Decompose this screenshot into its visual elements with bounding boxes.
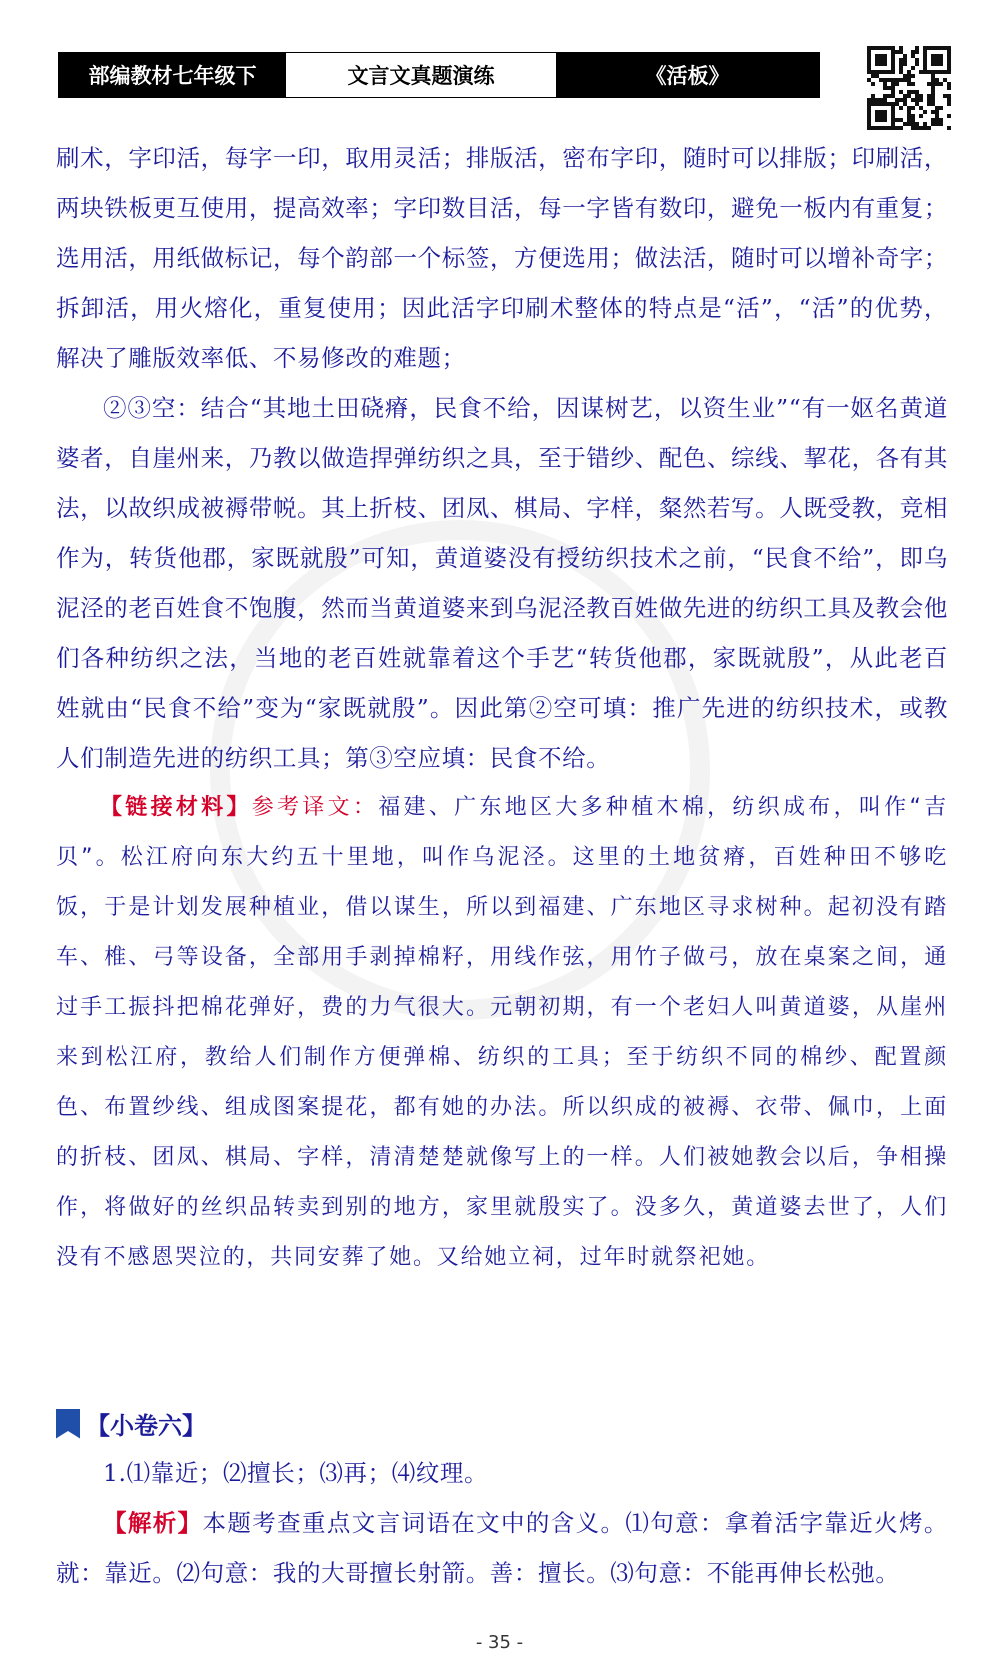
qr-module xyxy=(919,114,923,118)
translation-tag: 【链接材料】 xyxy=(100,795,252,820)
qr-module xyxy=(899,106,903,110)
qr-module xyxy=(923,110,927,114)
page-number: - 35 - xyxy=(475,1632,524,1653)
translation-paragraph xyxy=(56,783,948,1283)
bookmark-flag-icon xyxy=(56,1409,80,1439)
qr-module xyxy=(911,82,915,86)
qr-module xyxy=(915,50,919,54)
analysis-paragraph xyxy=(56,1498,948,1598)
qr-module xyxy=(903,62,907,66)
qr-module xyxy=(883,62,887,66)
qr-module xyxy=(883,118,887,122)
qr-module xyxy=(947,70,951,74)
header-grade: 部编教材七年级下 xyxy=(59,53,286,97)
document-header xyxy=(58,52,820,98)
qr-module xyxy=(911,74,915,78)
qr-module xyxy=(911,106,915,110)
header-lesson: 《活板》 xyxy=(556,53,819,97)
analysis-text: 本题考查重点文言词语在文中的含义。⑴句意：拿着活字靠近火烤。就：靠近。⑵句意：我的大哥擅长射箭。善：擅长。⑶句意：不能再伸长松弛。 xyxy=(56,1509,949,1587)
analysis-tag: 【解析】 xyxy=(103,1509,203,1537)
qr-module xyxy=(939,82,943,86)
qr-module xyxy=(947,114,951,118)
answer-block xyxy=(56,1448,948,1598)
qr-module xyxy=(915,62,919,66)
paragraph-2: ②③空：结合“其地土田硗瘠，民食不给，因谋树艺，以资生业”“有一妪名黄道婆者，自崖州来，乃教以做造捍弹纺织之具，至于错纱、配色、综线、挈花，各有其法，以故织成被褥带帨。其上折枝、团凤、棋局、字样，粲然若写。人既受教，竞相作为，转货他郡，家既就殷”可知，黄道婆没有授纺织技术之前，“民食不给”，即乌泥泾的老百姓食不饱腹，然而当黄道婆来到乌泥泾教百姓做先进的纺织工具及教会他们各种纺织之法，当地的老百姓就靠着这个手艺“转货他郡，家既就殷”，从此老百姓就由“民食不给”变为“家既就殷”。因此第②空可填：推广先进的纺织技术，或教人们制造先进的纺织工具；第③空应填：民食不给。 xyxy=(56,394,948,772)
content-body xyxy=(56,133,948,1283)
header-topic: 文言文真题演练 xyxy=(286,53,556,97)
qr-module xyxy=(895,82,899,86)
section-heading xyxy=(56,1406,206,1441)
qr-module xyxy=(919,98,923,102)
qr-module xyxy=(947,102,951,106)
qr-module xyxy=(947,126,951,130)
qr-code-icon xyxy=(867,46,951,130)
qr-module xyxy=(891,70,895,74)
qr-module xyxy=(899,126,903,130)
answer-line: 1.⑴靠近；⑵擅长；⑶再；⑷纹理。 xyxy=(103,1459,489,1487)
qr-module xyxy=(947,86,951,90)
qr-module xyxy=(939,62,943,66)
section-title: 【小卷六】 xyxy=(86,1411,206,1440)
translation-text: 福建、广东地区大多种植木棉，纺织成布，叫作“吉贝”。松江府向东大约五十里地，叫作乌泥泾。这里的土地贫瘠，百姓种田不够吃饭，于是计划发展种植业，借以谋生，所以到福建、广东地区寻求树种。起初没有踏车、椎、弓等设备，全部用手剥掉棉籽，用线作弦，用竹子做弓，放在桌案之间，通过手工振抖把棉花弹好，费的力气很大。元朝初期，有一个老妇人叫黄道婆，从崖州来到松江府，教给人们制作方便弹棉、纺织的工具；至于纺织不同的棉纱、配置颜色、布置纱线、组成图案提花，都有她的办法。所以织成的被褥、衣带、佩巾，上面的折枝、团凤、棋局、字样，清清楚楚就像写上的一样。人们被她教会以后，争相操作，将做好的丝织品转卖到别的地方，家里就殷实了。没多久，黄道婆去世了，人们没有不感恩哭泣的，共同安葬了她。又给她立祠，过年时就祭祀她。 xyxy=(56,795,948,1270)
qr-module xyxy=(927,126,931,130)
paragraph-1: 刷术，字印活，每字一印，取用灵活；排版活，密布字印，随时可以排版；印刷活，两块铁板更互使用，提高效率；字印数目活，每一字皆有数印，避免一板内有重复；选用活，用纸做标记，每个韵部一个标签，方便选用；做法活，随时可以增补奇字；拆卸活，用火熔化，重复使用；因此活字印刷术整体的特点是“活”，“活”的优势，解决了雕版效率低、不易修改的难题； xyxy=(56,144,948,372)
qr-module xyxy=(871,82,875,86)
translation-label: 参考译文： xyxy=(251,795,379,820)
qr-module xyxy=(939,122,943,126)
qr-module xyxy=(911,66,915,70)
qr-module xyxy=(939,106,943,110)
